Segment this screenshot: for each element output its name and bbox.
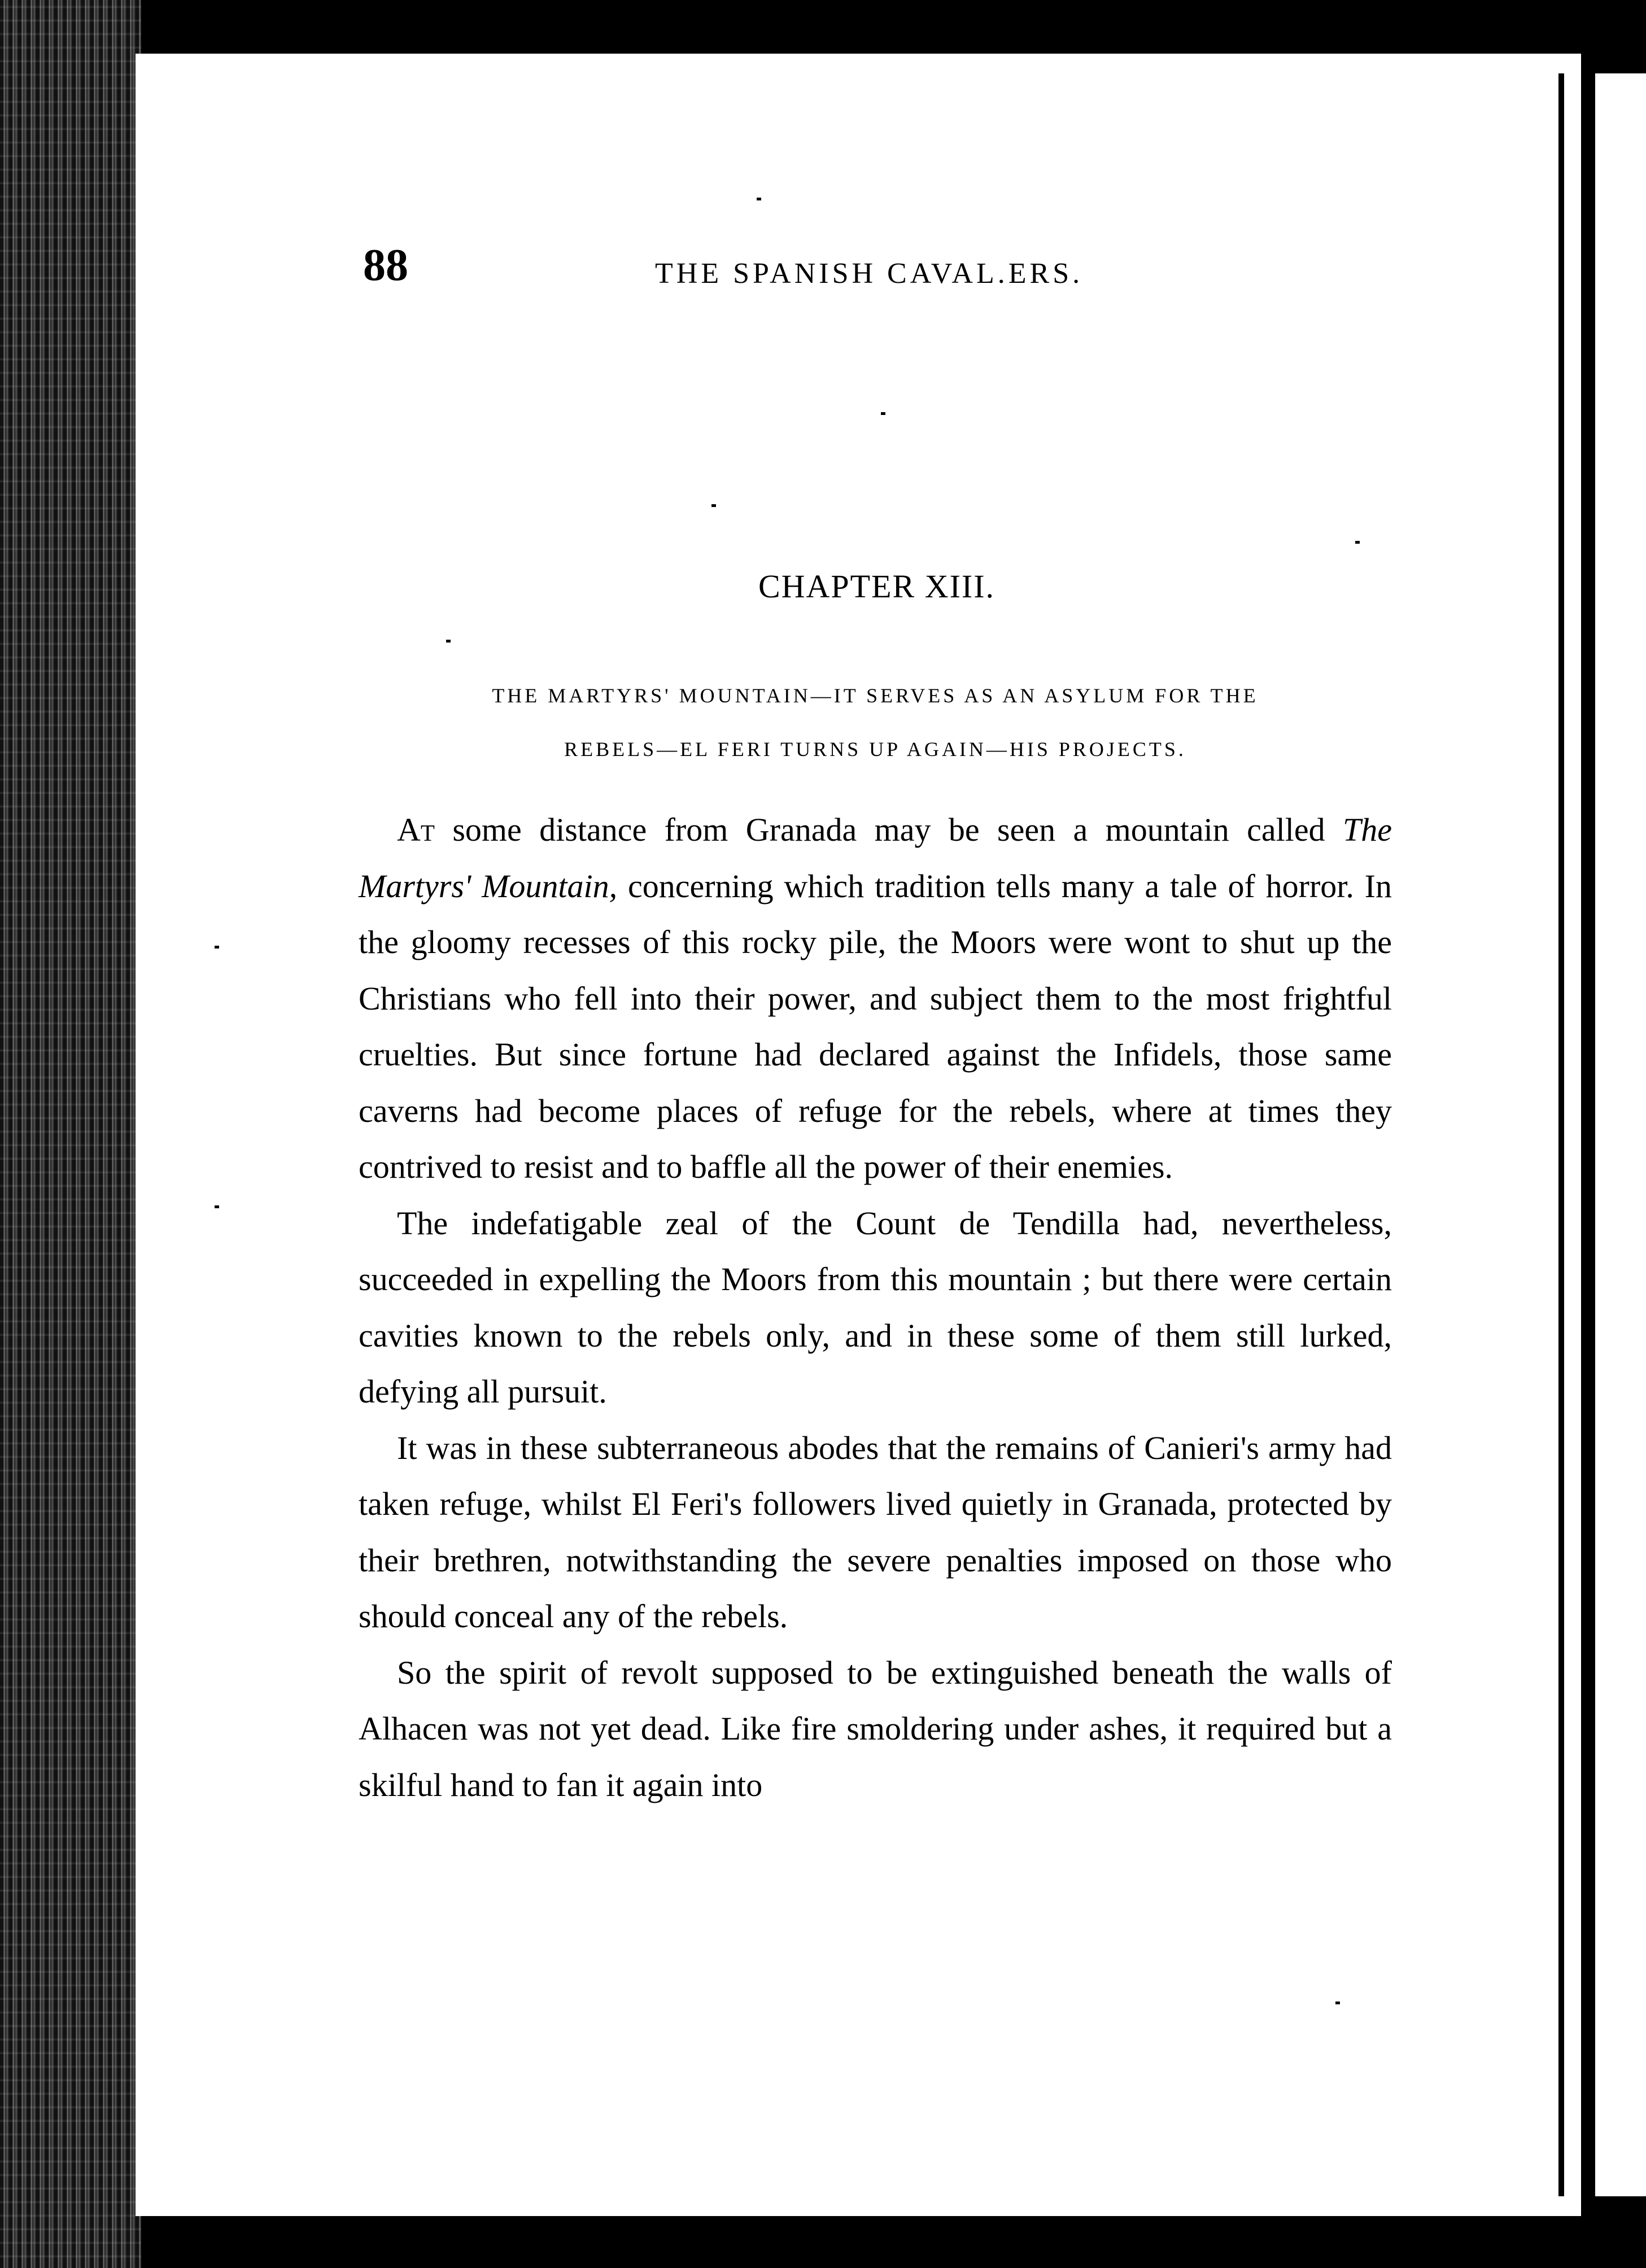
book-edge xyxy=(0,0,141,2268)
paragraph-1-text-a: some distance from Granada may be seen a mountain called xyxy=(434,811,1343,848)
scan-speck xyxy=(881,412,885,415)
scan-speck xyxy=(1355,541,1360,544)
paragraph-1-italic-title: The Martyrs' Mountain, xyxy=(359,811,1392,904)
page-number: 88 xyxy=(363,241,408,290)
paragraph-2: The indefatigable zeal of the Count de Tendilla had, nevertheless, succeeded in expelling the Moors from this mountain ; but there were certain cavities known to the rebels only, and in these some of them still lurked, defying all pursuit. xyxy=(359,1204,1392,1410)
scan-speck xyxy=(757,198,761,200)
scan-speck xyxy=(215,946,219,949)
paragraph-4: So the spirit of revolt supposed to be extinguished beneath the walls of Alhacen was not yet dead. Like fire smoldering under ashes, it required but a skilful hand to fan it again into xyxy=(359,1654,1392,1803)
paragraph-1-first-word: At xyxy=(397,811,435,848)
paragraph-3: It was in these subterraneous abodes that the remains of Canieri's army had taken refuge, whilst El Feri's followers lived quietly in Granada, protected by their brethren, notwithstanding the severe penalties imposed on those who should conceal any of the rebels. xyxy=(359,1429,1392,1635)
chapter-body xyxy=(359,802,1392,1813)
chapter-subtitle xyxy=(361,669,1389,776)
scan-speck xyxy=(215,1205,219,1208)
chapter-subtitle-line-1: THE MARTYRS' MOUNTAIN—IT SERVES AS AN ASYLUM FOR THE xyxy=(492,684,1259,707)
adjacent-page xyxy=(1595,73,1646,2196)
scan-speck xyxy=(446,640,451,643)
gutter-rule xyxy=(1558,73,1564,2196)
scan-speck xyxy=(711,504,716,507)
scan-speck xyxy=(1335,2002,1340,2004)
chapter-title: CHAPTER XIII. xyxy=(758,568,996,605)
paragraph-1 xyxy=(359,802,1392,1195)
chapter-subtitle-line-2: REBELS—EL FERI TURNS UP AGAIN—HIS PROJECTS. xyxy=(564,738,1186,761)
paragraph-1-text-b: concerning which tradition tells many a tale of horror. In the gloomy recesses of this rocky pile, the Moors were wont to shut up the Christians who fell into their power, and subject them to the most frightful cruelties. But since fortune had declared against the Infidels, those same caverns had become places of refuge for the rebels, where at times they contrived to resist and to baffle all the power of their enemies. xyxy=(359,867,1392,1185)
running-title: THE SPANISH CAVAL.ERS. xyxy=(655,257,1084,290)
